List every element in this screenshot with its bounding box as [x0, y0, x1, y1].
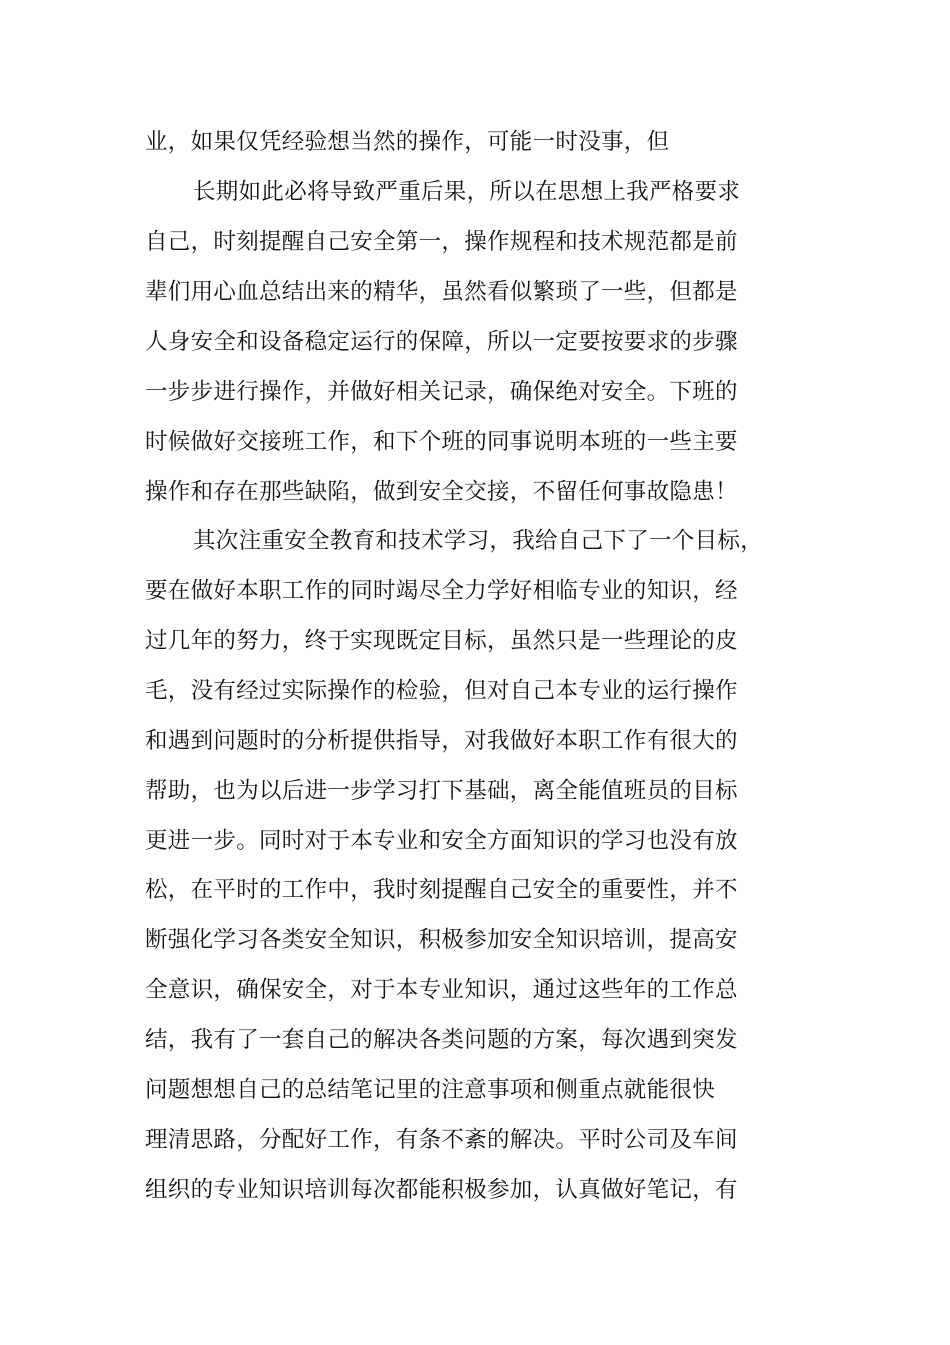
body-text-line: 辈们用心血总结出来的精华，虽然看似繁琐了一些，但都是 [145, 279, 738, 305]
body-text-line: 毛，没有经过实际操作的检验，但对自己本专业的运行操作 [145, 678, 738, 704]
paragraph-start-line: 其次注重安全教育和技术学习，我给自己下了一个目标， [193, 528, 764, 554]
body-text-line: 全意识，确保安全，对于本专业知识，通过这些年的工作总 [145, 977, 738, 1003]
body-text-line: 过几年的努力，终于实现既定目标，虽然只是一些理论的皮 [145, 628, 738, 654]
body-text-line: 帮助，也为以后进一步学习打下基础，离全能值班员的目标 [145, 778, 738, 804]
body-text-line: 人身安全和设备稳定运行的保障，所以一定要按要求的步骤 [145, 329, 738, 355]
body-text-line: 时候做好交接班工作，和下个班的同事说明本班的一些主要 [145, 429, 738, 455]
body-text-line: 理清思路，分配好工作，有条不紊的解决。平时公司及车间 [145, 1127, 738, 1153]
body-text-line: 业，如果仅凭经验想当然的操作，可能一时没事，但 [145, 129, 670, 155]
body-text-line: 松，在平时的工作中，我时刻提醒自己安全的重要性，并不 [145, 877, 738, 903]
body-text-line: 自己，时刻提醒自己安全第一，操作规程和技术规范都是前 [145, 229, 738, 255]
paragraph-start-line: 长期如此必将导致严重后果，所以在思想上我严格要求 [193, 179, 741, 205]
body-text-line: 结，我有了一套自己的解决各类问题的方案，每次遇到突发 [145, 1027, 738, 1053]
body-text-line: 和遇到问题时的分析提供指导，对我做好本职工作有很大的 [145, 728, 738, 754]
body-text-line: 更进一步。同时对于本专业和安全方面知识的学习也没有放 [145, 828, 738, 854]
body-text-line: 组织的专业知识培训每次都能积极参加，认真做好笔记，有 [145, 1177, 738, 1203]
body-text-line: 要在做好本职工作的同时竭尽全力学好相临专业的知识，经 [145, 578, 738, 604]
body-text-line: 问题想想自己的总结笔记里的注意事项和侧重点就能很快 [145, 1077, 716, 1103]
body-text-line: 一步步进行操作，并做好相关记录，确保绝对安全。下班的 [145, 379, 738, 405]
body-text-line: 操作和存在那些缺陷，做到安全交接，不留任何事故隐患！ [145, 479, 738, 505]
body-text-line: 断强化学习各类安全知识，积极参加安全知识培训，提高安 [145, 927, 738, 953]
